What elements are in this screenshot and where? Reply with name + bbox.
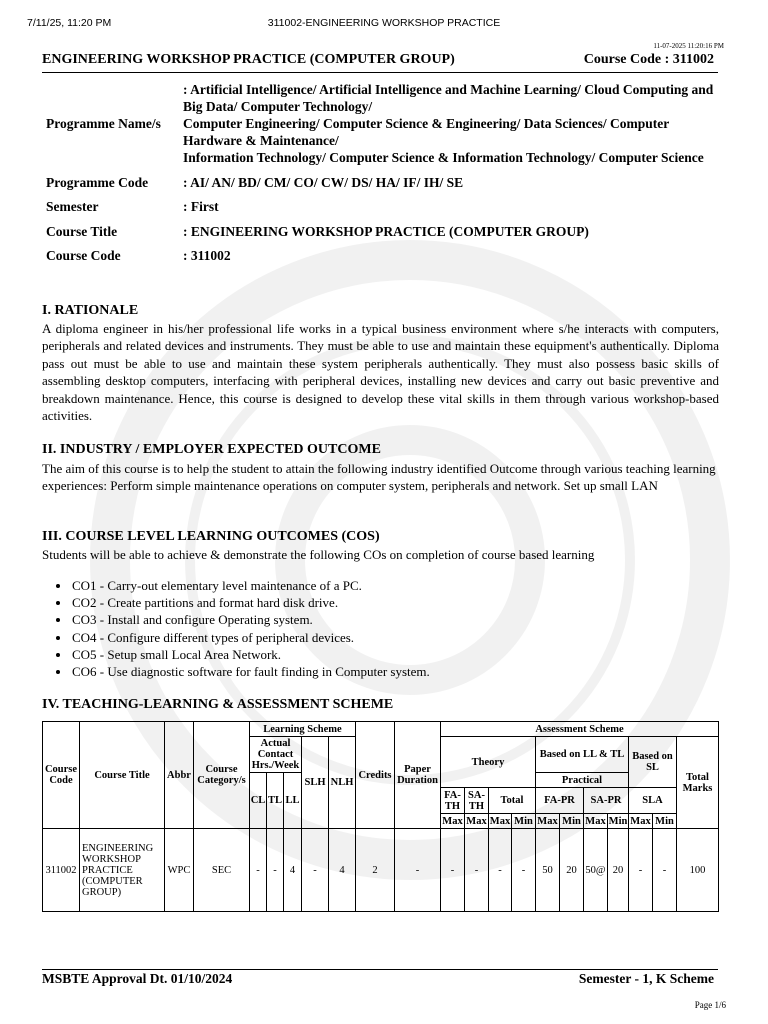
course-outcomes-list [59,577,430,680]
semester-value: : First [183,199,219,215]
course-code-heading: Course Code : 311002 [583,52,714,67]
cos-heading: III. COURSE LEVEL LEARNING OUTCOMES (COS) [42,529,380,544]
th-fa-th: FA-TH [441,788,465,814]
cell-abbr: WPC [165,829,194,912]
programme-names-line: : Artificial Intelligence/ Artificial Intelligence and Machine Learning/ Cloud Computing and Big Data/ Computer Technology/ [183,82,714,114]
th-min: Min [512,814,536,829]
cell-sla-min: - [653,829,677,912]
th-slh: SLH [302,737,329,829]
th-total: Total [489,788,536,814]
th-min: Min [608,815,628,827]
th-min: Min [653,814,677,829]
generated-timestamp: 11-07-2025 11:20:16 PM [653,42,724,50]
cell-fa-th-max: - [441,829,465,912]
th-practical: Practical [536,773,629,788]
document-title-row [42,52,718,73]
list-item: • CO6 - Use diagnostic software for fault finding in Computer system. [71,663,430,680]
th-fa-pr: FA-PR [536,788,584,814]
industry-outcome-heading: II. INDUSTRY / EMPLOYER EXPECTED OUTCOME [42,442,381,457]
rationale-text: A diploma engineer in his/her professional life works in a typical business environment where s/he interacts with computers, peripherals and related devices and instruments. They must be able to use and maintain these equipment's authentically. Diploma pass out must be able to use and maintain these system peripherals authentically. They must also possess basic skills of assembling desktop computers, interfacing with peripheral devices, installing new devices and carry out basic preventive and breakdown maintenance. Hence, this course is designed to develop these vital skills in them through various workshop-based activities. [42,321,719,424]
cell-fa-pr-min: 20 [560,829,584,912]
print-page-title: 311002-ENGINEERING WORKSHOP PRACTICE [267,17,501,29]
cell-sa-pr-min: 20 [608,829,629,912]
list-item: • CO2 - Create partitions and format hard disk drive. [71,594,430,611]
th-sa-th: SA-TH [465,788,489,814]
cell-nlh: 4 [329,829,356,912]
th-nlh: NLH [329,737,356,829]
th-based-sl: Based on SL [629,737,677,788]
th-abbr: Abbr [165,722,194,829]
semester-scheme: Semester - 1, K Scheme [578,971,714,986]
cell-paper-duration: - [395,829,441,912]
rationale-heading: I. RATIONALE [42,303,139,318]
cell-title: ENGINEERING WORKSHOP PRACTICE (COMPUTER GROUP) [80,829,165,912]
cell-credits: 2 [356,829,395,912]
scheme-heading: IV. TEACHING-LEARNING & ASSESSMENT SCHEME [42,697,394,712]
cell-total-min: - [512,829,536,912]
course-info-table [42,78,732,268]
th-credits: Credits [356,722,395,829]
th-max: Max [585,815,606,827]
th-tl: TL [267,773,284,829]
programme-names-label: Programme Name/s [46,116,161,131]
th-paper-duration: Paper Duration [395,722,441,829]
programme-code-value: : AI/ AN/ BD/ CM/ CO/ CW/ DS/ HA/ IF/ IH/ SE [183,174,464,190]
cell-slh: - [302,829,329,912]
th-cl: CL [250,773,267,829]
document-footer [42,969,718,988]
teaching-assessment-scheme-table [42,721,719,912]
th-learning-scheme: Learning Scheme [250,722,356,737]
th-max: Max [442,815,463,827]
th-max: Max [537,815,558,827]
course-code-label: Course Code [46,248,121,264]
table-row [43,829,719,912]
list-item: • CO1 - Carry-out elementary level maintenance of a PC. [71,577,430,594]
th-theory: Theory [441,737,536,788]
list-item: • CO4 - Configure different types of peripheral devices. [71,629,430,646]
approval-date: MSBTE Approval Dt. 01/10/2024 [42,971,233,986]
cell-category: SEC [194,829,250,912]
cell-ll: 4 [284,829,302,912]
document-title: ENGINEERING WORKSHOP PRACTICE (COMPUTER GROUP) [42,52,455,67]
programme-names-value [179,78,732,170]
th-actual-contact: Actual Contact Hrs./Week [250,737,302,773]
semester-label: Semester [46,199,99,215]
th-sla: SLA [629,788,677,814]
th-assessment-scheme: Assessment Scheme [441,722,719,737]
th-sa-pr: SA-PR [584,788,629,814]
cell-tl: - [267,829,284,912]
th-total-marks: Total Marks [677,737,719,829]
th-min: Min [560,814,584,829]
course-title-value: : ENGINEERING WORKSHOP PRACTICE (COMPUTER GROUP) [183,223,589,239]
industry-outcome-text: The aim of this course is to help the student to attain the following industry identified Outcome through various teaching learning experiences: Perform simple maintenance operations on computer system, peripherals and network. Set up small LAN [42,461,716,494]
th-max: Max [489,815,511,827]
cell-fa-pr-max: 50 [536,829,560,912]
course-title-label: Course Title [46,223,118,239]
programme-code-label: Programme Code [46,174,149,190]
page-number: Page 1/6 [694,1000,726,1010]
th-max: Max [630,815,651,827]
th-course-title: Course Title [80,722,165,829]
cell-sla-max: - [629,829,653,912]
programme-names-line: Information Technology/ Computer Science & Information Technology/ Computer Science [183,150,704,165]
cos-intro: Students will be able to achieve & demonstrate the following COs on completion of course based learning [42,547,595,562]
cell-total-marks: 100 [677,829,719,912]
th-based-ll-tl: Based on LL & TL [536,737,629,773]
cell-cl: - [250,829,267,912]
list-item: • CO3 - Install and configure Operating system. [71,611,430,628]
programme-names-line: Computer Engineering/ Computer Science & Engineering/ Data Sciences/ Computer Hardware & Maintenance/ [183,116,669,148]
cell-code: 311002 [43,829,80,912]
cell-sa-th-max: - [465,829,489,912]
th-course-code: Course Code [43,722,80,829]
cell-total-max: - [489,829,512,912]
list-item: • CO5 - Setup small Local Area Network. [71,646,430,663]
print-datetime: 7/11/25, 11:20 PM [27,17,112,29]
th-category: Course Category/s [194,722,250,829]
th-max: Max [466,815,487,827]
cell-sa-pr-max: 50@ [584,829,608,912]
browser-print-header [0,17,768,33]
th-ll: LL [284,773,302,829]
course-code-value: : 311002 [183,248,231,264]
